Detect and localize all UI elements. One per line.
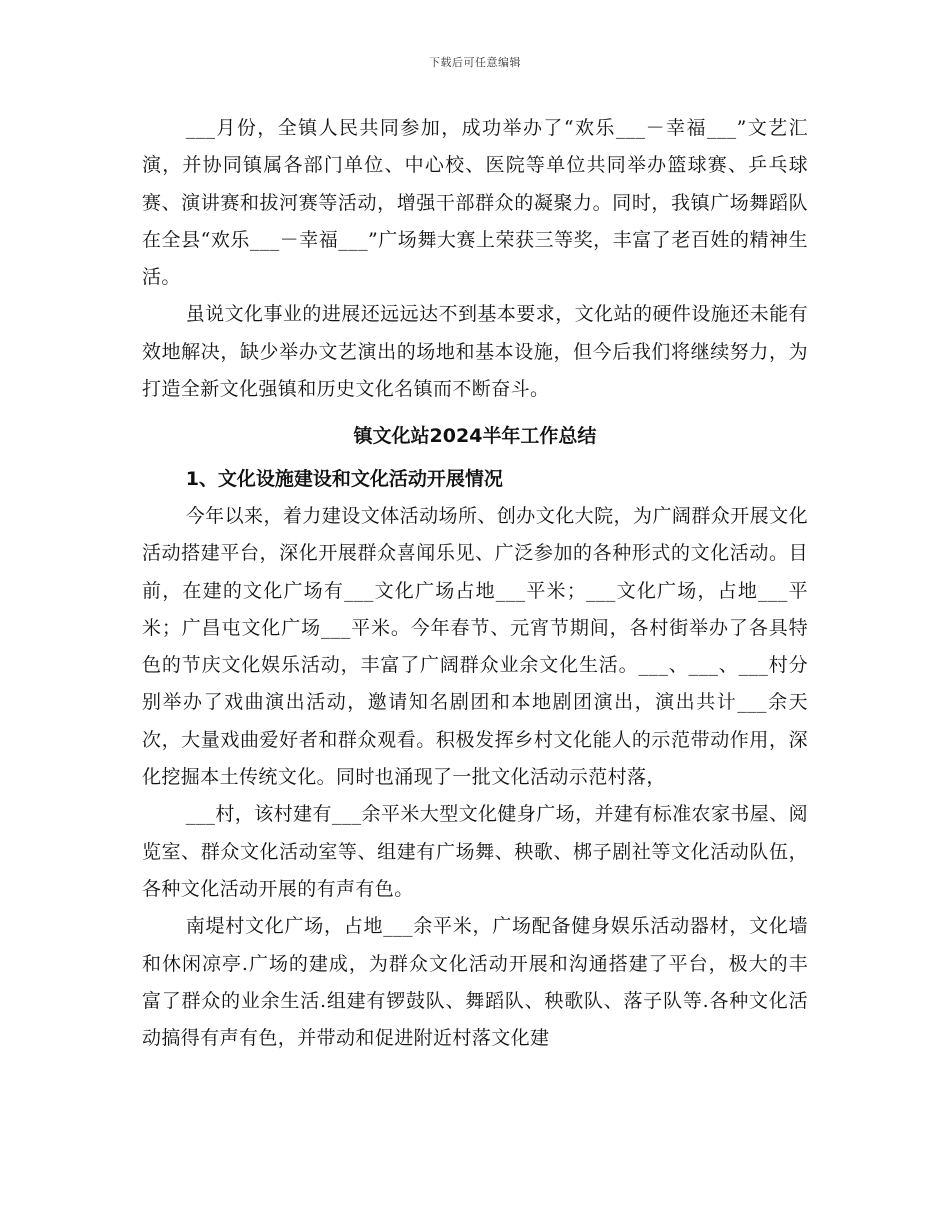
paragraph-outlook: 虽说文化事业的进展还远远达不到基本要求，文化站的硬件设施还未能有效地解决，缺少举办文艺演出的场地和基本设施，但今后我们将继续努力，为打造全新文化强镇和历史文化名镇而不断奋斗。 [142, 303, 808, 401]
paragraph-nandi-village: 南堤村文化广场，占地___余平米，广场配备健身娱乐活动器材，文化墙和休闲凉亭.广场的建成，为群众文化活动开展和沟通搭建了平台，极大的丰富了群众的业余生活.组建有锣鼓队、舞蹈队、秧歌队、落子队等.各种文化活动搞得有声有色，并带动和促进附近村落文化建 [142, 915, 808, 1050]
paragraph-village-square: ___村，该村建有___余平米大型文化健身广场，并建有标准农家书屋、阅览室、群众文化活动室等、组建有广场舞、秧歌、梆子剧社等文化活动队伍，各种文化活动开展的有声有色。 [142, 803, 808, 900]
paragraph-facilities: 今年以来，着力建设文体活动场所、创办文化大院，为广阔群众开展文化活动搭建平台，深化开展群众喜闻乐见、广泛参加的各种形式的文化活动。目前，在建的文化广场有___文化广场占地___平米；___文化广场，占地___平米；广昌屯文化广场___平米。今年春节、元宵节期间，各村街举办了各具特色的节庆文化娱乐活动，丰富了广阔群众业余文化生活。___、___、___村分别举办了戏曲演出活动，邀请知名剧团和本地剧团演出，演出共计___余天次，大量戏曲爱好者和群众观看。积极发挥乡村文化能人的示范带动作用，深化挖掘本土传统文化。同时也涌现了一批文化活动示范村落， [142, 504, 808, 789]
document-body [142, 110, 808, 1057]
document-title: 镇文化站2024半年工作总结 [353, 425, 597, 448]
section-heading: 1、文化设施建设和文化活动开展情况 [185, 467, 503, 490]
page-header-note: 下载后可任意编辑 [429, 56, 521, 69]
paragraph-events: ___月份，全镇人民共同参加，成功举办了“欢乐___－幸福___”文艺汇演，并协同镇属各部门单位、中心校、医院等单位共同举办篮球赛、乒乓球赛、演讲赛和拔河赛等活动，增强干部群众的凝聚力。同时，我镇广场舞蹈队在全县“欢乐___－幸福___”广场舞大赛上荣获三等奖，丰富了老百姓的精神生活。 [142, 117, 808, 289]
